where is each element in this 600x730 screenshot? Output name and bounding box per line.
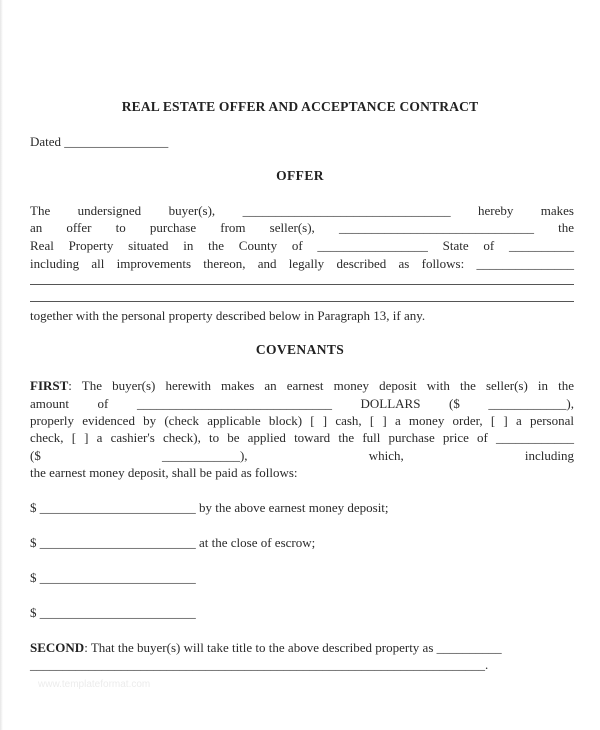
payment-line-deposit: $ ________________________ by the above earnest money deposit; — [30, 500, 389, 515]
watermark: www.templateformat.com — [38, 679, 151, 690]
first-covenant-line-3: properly evidenced by (check applicable block) [ ] cash, [ ] a money order, [ ] a personal — [30, 413, 574, 428]
first-covenant-line-2: amount of ______________________________ DOLLARS ($ ____________), — [30, 396, 574, 411]
second-covenant-label: SECOND — [30, 640, 85, 655]
document-title: REAL ESTATE OFFER AND ACCEPTANCE CONTRACT — [121, 99, 479, 114]
legal-description-blank-2 — [30, 301, 574, 302]
offer-line-1: The undersigned buyer(s), ________________________________ hereby makes — [30, 203, 574, 218]
dated-field: Dated ________________ — [30, 134, 169, 149]
legal-description-blank-1 — [30, 284, 574, 285]
offer-line-2: an offer to purchase from seller(s), ______________________________ the — [30, 220, 574, 235]
first-covenant-line-6: the earnest money deposit, shall be paid as follows: — [30, 465, 298, 480]
offer-line-4: including all improvements thereon, and legally described as follows: _______________ — [30, 256, 574, 271]
payment-line-escrow: $ ________________________ at the close of escrow; — [30, 535, 316, 550]
first-covenant-line-4: check, [ ] a cashier's check), to be applied toward the full purchase price of ____________ — [30, 430, 574, 445]
first-covenant-text: : The buyer(s) herewith makes an earnest money deposit with the seller(s) in the — [68, 378, 574, 393]
offer-closing-line: together with the personal property described below in Paragraph 13, if any. — [30, 308, 426, 323]
second-covenant-line-1 — [30, 639, 574, 656]
offer-heading: OFFER — [276, 168, 324, 183]
second-covenant-line-2: ______________________________________________________________________. — [30, 657, 489, 672]
first-covenant-line-5: ($ ____________), which, including — [30, 448, 574, 463]
first-covenant-line-1 — [30, 377, 574, 394]
offer-line-3: Real Property situated in the County of _________________ State of __________ — [30, 238, 574, 253]
payment-line-4: $ ________________________ — [30, 605, 196, 620]
covenants-heading: COVENANTS — [255, 342, 345, 357]
payment-line-3: $ ________________________ — [30, 570, 196, 585]
second-covenant-text: : That the buyer(s) will take title to the above described property as __________ — [84, 640, 502, 655]
first-covenant-label: FIRST — [30, 378, 69, 393]
